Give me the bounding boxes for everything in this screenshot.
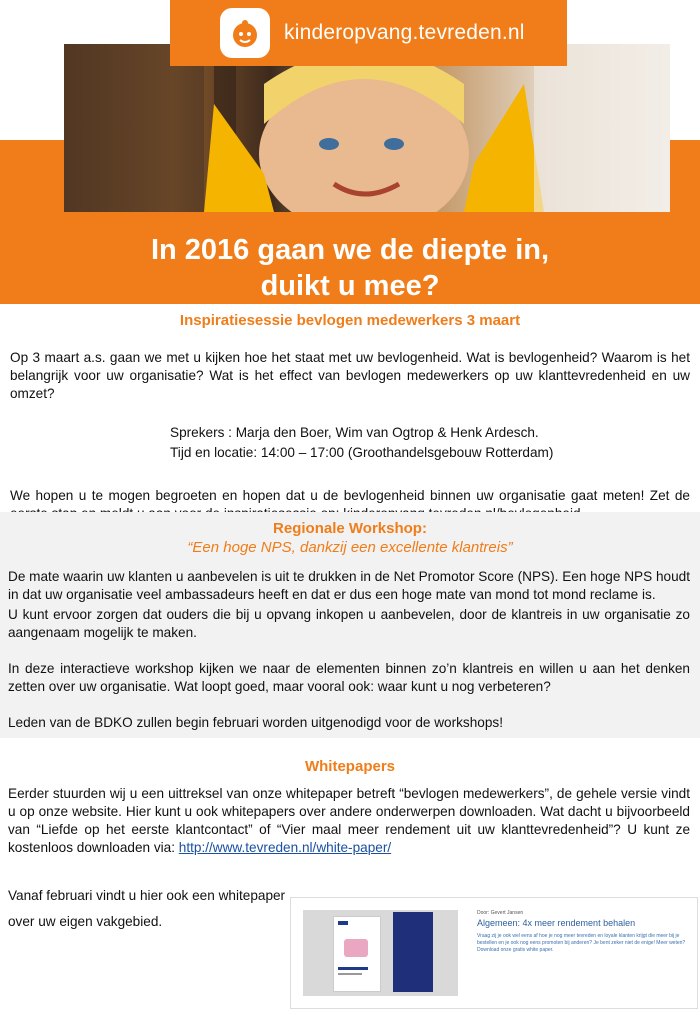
whitepaper-cover-bg	[303, 910, 458, 996]
hero-photo	[64, 44, 670, 212]
workshop-section	[0, 512, 700, 738]
whitepaper-thumbnail[interactable]	[290, 897, 698, 1009]
whitepaper-text: Vraag zij je ook wel eens af hoe je nog meer tevreden en loyale klanten krijgt die meer bij je bestellen en je ook nog eens promoten bij anderen? Je bent zeker niet de enige! Meer weten? Download onze gratis white paper.	[477, 933, 686, 953]
child-photo-illustration	[64, 44, 670, 212]
whitepapers-p2-line1: Vanaf februari vindt u hier ook een whitepaper	[8, 888, 286, 903]
hero-title-line2: duikt u mee?	[260, 270, 440, 302]
session-cta: We hopen u te mogen begroeten en hopen dat u de bevlogenheid binnen uw organisatie gaat meten! Zet de	[10, 488, 690, 503]
logo-bar	[170, 0, 567, 66]
whitepaper-cover-back	[393, 912, 433, 992]
workshop-heading: Regionale Workshop:	[273, 520, 427, 537]
hero-title	[0, 232, 700, 304]
whitepapers-p1-text: Eerder stuurden wij u een uittreksel van onze whitepaper betreft “bevlogen medewerkers”, de gehele versie vindt u op onze website. Hier kunt u ook whitepapers over andere onderwerpen downloaden. Wat dacht u bijvoorbeeld van “Liefde op het eerste klantcontact” of “Vier maal meer rendement uit uw klanttevredenheid”? U kunt ze kostenloos downloaden via:	[8, 786, 690, 855]
workshop-p3: In deze interactieve workshop kijken we naar de elementen binnen zo’n klantreis en willen u aan het denken zetten over uw organisatie. Wat loopt goed, maar vooral ook: waar kunt u nog verbeteren?	[8, 661, 690, 694]
session-heading: Inspiratiesessie bevlogen medewerkers 3 maart	[179, 312, 521, 329]
session-intro: Op 3 maart a.s. gaan we met u kijken hoe het staat met uw bevlogenheid. Wat is bevlogenheid? Waarom is het belangrijk voor uw organisatie? Wat is het effect van bevlogen medewerkers op uw klanttevredenheid en uw omzet?	[10, 350, 690, 401]
workshop-subheading: “Een hoge NPS, dankzij een excellente klantreis”	[187, 539, 513, 556]
hero-title-line1: In 2016 gaan we de diepte in,	[150, 234, 550, 266]
session-details	[170, 423, 700, 463]
session-section	[0, 312, 700, 523]
whitepapers-heading: Whitepapers	[304, 758, 395, 775]
whitepaper-title: Algemeen: 4x meer rendement behalen	[477, 918, 636, 928]
whitepapers-p2-line2: over uw eigen vakgebied.	[8, 914, 163, 929]
whitepaper-cover-page	[333, 916, 381, 992]
whitepaper-author: Door: Gevert Jansen	[477, 910, 524, 916]
whitepaper-info	[477, 910, 687, 954]
whitepaper-link[interactable]: http://www.tevreden.nl/white-paper/	[178, 840, 392, 855]
time-location: Tijd en locatie: 14:00 – 17:00 (Groothandelsgebouw Rotterdam)	[170, 445, 554, 460]
workshop-p4: Leden van de BDKO zullen begin februari worden uitgenodigd voor de workshops!	[8, 715, 503, 730]
brand-name: kinderopvang.tevreden.nl	[284, 21, 525, 44]
speakers: Sprekers : Marja den Boer, Wim van Ogtrop & Henk Ardesch.	[170, 425, 539, 440]
workshop-p2: U kunt ervoor zorgen dat ouders die bij u opvang inkopen u aanbevelen, door de klantreis in uw organisatie zo aangenaam mogelijk te maken.	[8, 607, 690, 640]
whitepapers-p1	[8, 785, 690, 857]
workshop-p1: De mate waarin uw klanten u aanbevelen is uit te drukken in de Net Promotor Score (NPS). Een hoge NPS houdt in dat uw organisatie veel ambassadeurs heeft en dat er dus een hoge mate van mond tot mond reclame is.	[8, 569, 690, 602]
child-face-icon	[220, 8, 270, 58]
